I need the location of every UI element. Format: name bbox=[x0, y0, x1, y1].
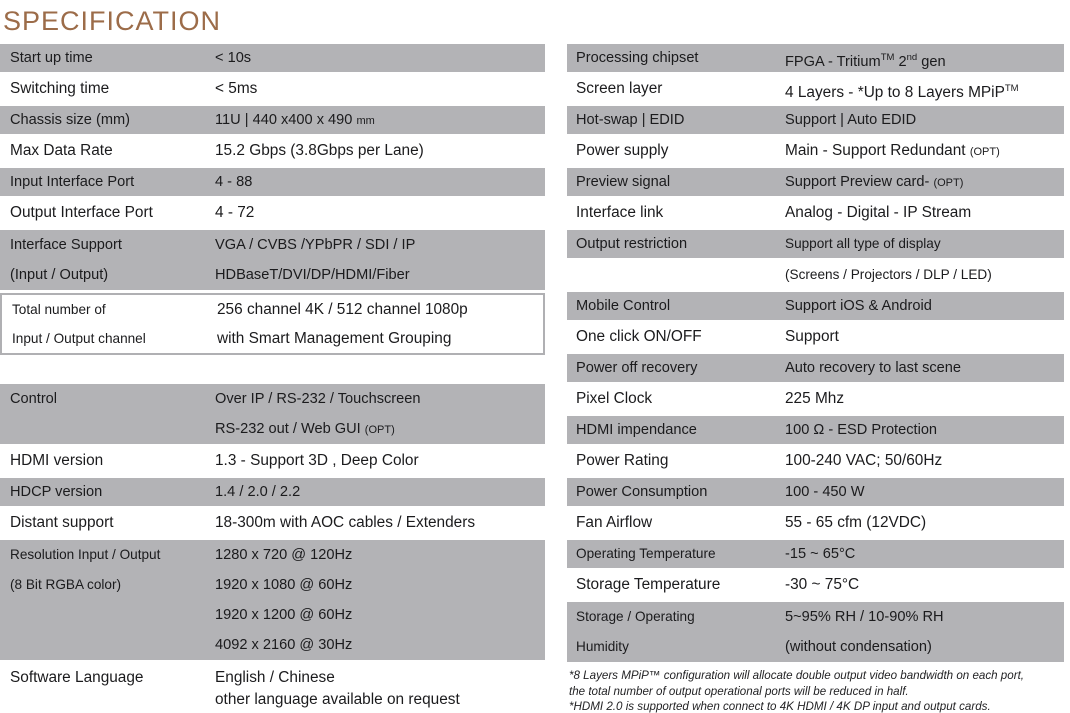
spec-value-text: (OPT) bbox=[364, 424, 395, 436]
spec-label-text: HDMI version bbox=[10, 452, 104, 469]
spec-value-text: 2 bbox=[894, 53, 907, 70]
spec-value-screen-layer bbox=[785, 75, 1064, 103]
spec-row-screen-layer bbox=[567, 75, 1064, 103]
spec-value-fan-airflow bbox=[785, 509, 1064, 537]
spec-label-text: Software Language bbox=[10, 669, 144, 686]
spec-value-text: -30 ~ 75°C bbox=[785, 576, 860, 593]
spec-value-output-interface-port bbox=[215, 199, 545, 227]
spec-value-power-off-recovery bbox=[785, 354, 1064, 382]
spec-column-right bbox=[567, 44, 1064, 713]
spec-label-text: Preview signal bbox=[576, 174, 671, 190]
spec-value-text: gen bbox=[917, 53, 946, 70]
spec-row-pixel-clock bbox=[567, 385, 1064, 413]
spec-value-operating-temperature bbox=[785, 540, 1064, 568]
spec-value-power-supply bbox=[785, 137, 1064, 165]
spec-value-text: Main - Support Redundant bbox=[785, 142, 970, 159]
spec-label-switching-time bbox=[10, 75, 215, 103]
footnote-line: the total number of output operational ports will be reduced in half. bbox=[569, 684, 909, 698]
spec-value-text: RS-232 out / Web GUI bbox=[215, 421, 365, 437]
spec-row-software-language bbox=[0, 663, 545, 713]
spec-value-humidity bbox=[785, 602, 1064, 662]
spec-label-text: Resolution Input / Output bbox=[10, 547, 161, 562]
spec-row-resolution bbox=[0, 540, 545, 660]
spec-value-pixel-clock bbox=[785, 385, 1064, 413]
spec-label-text: Interface link bbox=[576, 204, 664, 221]
spec-value-text: (OPT) bbox=[969, 146, 1000, 158]
spec-label-hdmi-version bbox=[10, 447, 215, 475]
spec-value-software-language bbox=[215, 667, 545, 711]
spec-value-distant-support bbox=[215, 509, 545, 537]
spec-value-text: 11U | 440 x400 x 490 bbox=[215, 112, 357, 128]
spec-value-text: < 10s bbox=[215, 50, 252, 66]
spec-label-one-click-onoff bbox=[576, 323, 785, 351]
spec-value-power-consumption bbox=[785, 478, 1064, 506]
spec-label-text: Hot-swap | EDID bbox=[576, 112, 685, 128]
spec-label-resolution bbox=[10, 540, 215, 660]
footnote-line: *8 Layers MPiP™ configuration will allocate double output video bandwidth on each port, bbox=[569, 669, 1025, 682]
spec-label-text: Mobile Control bbox=[576, 298, 671, 314]
spec-label-text: Max Data Rate bbox=[10, 142, 113, 159]
spec-label-hdcp-version bbox=[10, 478, 215, 506]
spec-value-preview-signal bbox=[785, 168, 1064, 196]
spec-row-power-rating bbox=[567, 447, 1064, 475]
spec-value-power-rating bbox=[785, 447, 1064, 475]
spec-label-screen-layer bbox=[576, 75, 785, 103]
spec-label-text: Power Rating bbox=[576, 452, 669, 469]
spec-value-one-click-onoff bbox=[785, 323, 1064, 351]
spec-label-text: Fan Airflow bbox=[576, 514, 653, 531]
spec-value-hdcp-version bbox=[215, 478, 545, 506]
spec-value-text: < 5ms bbox=[215, 80, 258, 97]
spec-value-text: 100-240 VAC; 50/60Hz bbox=[785, 452, 943, 469]
spec-value-processing-chipset bbox=[785, 44, 1064, 72]
spec-label-text: Input Interface Port bbox=[10, 174, 135, 190]
spec-label-pixel-clock bbox=[576, 385, 785, 413]
spec-value-interface-link bbox=[785, 199, 1064, 227]
spec-label-output-restriction-cont bbox=[576, 261, 785, 289]
footnote-line: *HDMI 2.0 is supported when connect to 4K HDMI / 4K DP input and output cards. bbox=[569, 700, 991, 713]
spec-row-interface-link bbox=[567, 199, 1064, 227]
spec-row-output-restriction-cont bbox=[567, 261, 1064, 289]
spec-value-text: 1.3 - Support 3D , Deep Color bbox=[215, 452, 419, 469]
spec-row-storage-temperature bbox=[567, 571, 1064, 599]
spec-value-chassis-size bbox=[215, 106, 545, 134]
spec-label-distant-support bbox=[10, 509, 215, 537]
spec-label-text: Power off recovery bbox=[576, 360, 698, 376]
spec-label-control bbox=[10, 384, 215, 444]
spec-label-processing-chipset bbox=[576, 44, 785, 72]
spec-label-text: Storage Temperature bbox=[576, 576, 721, 593]
spec-label-software-language bbox=[10, 667, 215, 711]
spec-value-hdmi-version bbox=[215, 447, 545, 475]
spec-label-fan-airflow bbox=[576, 509, 785, 537]
spec-label-power-supply bbox=[576, 137, 785, 165]
spec-row-output-restriction bbox=[567, 230, 1064, 258]
spec-label-text: Power Consumption bbox=[576, 484, 708, 500]
spec-value-text: (Screens / Projectors / DLP / LED) bbox=[785, 267, 992, 282]
spec-value-text: 100 - 450 W bbox=[785, 484, 865, 500]
spec-row-preview-signal bbox=[567, 168, 1064, 196]
spec-value-text: 4092 x 2160 @ 30Hz bbox=[215, 637, 353, 653]
spec-value-text: English / Chinese bbox=[215, 669, 335, 686]
spec-label-text: Total number of bbox=[12, 302, 106, 317]
spec-value-start-up-time bbox=[215, 44, 545, 72]
spec-value-text: nd bbox=[906, 52, 918, 63]
spec-value-text: with Smart Management Grouping bbox=[217, 330, 452, 347]
spec-value-text: mm bbox=[356, 115, 375, 127]
spec-row-hdcp-version bbox=[0, 478, 545, 506]
spec-value-resolution bbox=[215, 540, 545, 660]
spec-label-text: One click ON/OFF bbox=[576, 328, 702, 345]
spec-value-text: 256 channel 4K / 512 channel 1080p bbox=[217, 301, 468, 318]
spec-label-text: Power supply bbox=[576, 142, 669, 159]
spec-label-text: Output restriction bbox=[576, 236, 688, 252]
spec-value-control bbox=[215, 384, 545, 444]
spec-row-power-supply bbox=[567, 137, 1064, 165]
spec-row-hdmi-impendance bbox=[567, 416, 1064, 444]
spec-value-text: 1280 x 720 @ 120Hz bbox=[215, 547, 353, 563]
spec-value-text: (without condensation) bbox=[785, 639, 932, 655]
spec-label-text: Humidity bbox=[576, 639, 629, 654]
spec-label-interface-support bbox=[10, 230, 215, 290]
page-title: SPECIFICATION bbox=[3, 6, 222, 36]
spec-value-input-interface-port bbox=[215, 168, 545, 196]
spec-row-power-consumption bbox=[567, 478, 1064, 506]
spec-value-output-restriction-cont bbox=[785, 261, 1064, 289]
spec-value-text: other language available on request bbox=[215, 691, 460, 708]
spec-columns bbox=[0, 44, 1070, 713]
spec-column-left bbox=[0, 44, 545, 713]
spec-value-text: 18-300m with AOC cables / Extenders bbox=[215, 514, 476, 531]
spec-row-chassis-size bbox=[0, 106, 545, 134]
spec-label-output-restriction bbox=[576, 230, 785, 258]
spec-row-input-interface-port bbox=[0, 168, 545, 196]
spec-label-power-consumption bbox=[576, 478, 785, 506]
spec-label-input-interface-port bbox=[10, 168, 215, 196]
spec-row-fan-airflow bbox=[567, 509, 1064, 537]
spec-value-text: 55 - 65 cfm (12VDC) bbox=[785, 514, 927, 531]
spec-label-text: Processing chipset bbox=[576, 50, 699, 66]
spec-label-text: Operating Temperature bbox=[576, 546, 716, 561]
spec-label-humidity bbox=[576, 602, 785, 662]
spec-label-text: Storage / Operating bbox=[576, 609, 695, 624]
spec-row-output-interface-port bbox=[0, 199, 545, 227]
spec-label-storage-temperature bbox=[576, 571, 785, 599]
spec-label-text: Input / Output channel bbox=[12, 331, 146, 346]
spec-value-text: 225 Mhz bbox=[785, 390, 845, 407]
spec-value-text: (OPT) bbox=[933, 177, 964, 189]
spec-value-text: Auto recovery to last scene bbox=[785, 360, 962, 376]
spec-value-text: Support all type of display bbox=[785, 236, 941, 251]
spec-label-text: HDCP version bbox=[10, 484, 103, 500]
spec-value-text: TM bbox=[1004, 83, 1019, 94]
spec-row-max-data-rate bbox=[0, 137, 545, 165]
spec-value-text: 1920 x 1200 @ 60Hz bbox=[215, 607, 353, 623]
spec-label-chassis-size bbox=[10, 106, 215, 134]
spec-label-mobile-control bbox=[576, 292, 785, 320]
spec-value-text: TM bbox=[880, 52, 895, 63]
spec-label-text: (Input / Output) bbox=[10, 267, 109, 283]
spec-value-output-restriction bbox=[785, 230, 1064, 258]
spec-value-text: FPGA - Tritium bbox=[785, 53, 881, 70]
spec-label-interface-link bbox=[576, 199, 785, 227]
spec-label-preview-signal bbox=[576, 168, 785, 196]
spec-value-text: Analog - Digital - IP Stream bbox=[785, 204, 972, 221]
spec-value-hot-swap-edid bbox=[785, 106, 1064, 134]
spec-value-text: Support bbox=[785, 328, 839, 345]
spec-row-control bbox=[0, 384, 545, 444]
spec-label-text: Start up time bbox=[10, 50, 93, 66]
spec-value-total-channels bbox=[217, 295, 543, 353]
spec-label-hdmi-impendance bbox=[576, 416, 785, 444]
spec-value-text: 1.4 / 2.0 / 2.2 bbox=[215, 484, 301, 500]
spec-label-text: Switching time bbox=[10, 80, 110, 97]
spec-value-text: 4 - 72 bbox=[215, 204, 255, 221]
spec-row-operating-temperature bbox=[567, 540, 1064, 568]
spec-value-switching-time bbox=[215, 75, 545, 103]
spec-value-max-data-rate bbox=[215, 137, 545, 165]
footnote bbox=[567, 668, 1064, 713]
spec-label-output-interface-port bbox=[10, 199, 215, 227]
spec-row-processing-chipset bbox=[567, 44, 1064, 72]
spec-value-hdmi-impendance bbox=[785, 416, 1064, 444]
spec-label-text: Interface Support bbox=[10, 237, 122, 253]
spec-value-storage-temperature bbox=[785, 571, 1064, 599]
spec-value-interface-support bbox=[215, 230, 545, 290]
spec-value-text: Support Preview card- bbox=[785, 174, 934, 190]
spec-label-text: (8 Bit RGBA color) bbox=[10, 577, 122, 592]
spec-value-mobile-control bbox=[785, 292, 1064, 320]
spec-row-power-off-recovery bbox=[567, 354, 1064, 382]
spec-row-switching-time bbox=[0, 75, 545, 103]
spec-row-one-click-onoff bbox=[567, 323, 1064, 351]
spec-row-humidity bbox=[567, 602, 1064, 662]
spec-value-text: HDBaseT/DVI/DP/HDMI/Fiber bbox=[215, 267, 410, 283]
spec-label-text: Chassis size (mm) bbox=[10, 112, 130, 128]
spec-value-text: 15.2 Gbps (3.8Gbps per Lane) bbox=[215, 142, 424, 159]
spec-value-text: Over IP / RS-232 / Touchscreen bbox=[215, 391, 421, 407]
spec-label-total-channels bbox=[12, 295, 217, 353]
spec-label-hot-swap-edid bbox=[576, 106, 785, 134]
spec-row-distant-support bbox=[0, 509, 545, 537]
spec-label-text: Output Interface Port bbox=[10, 204, 153, 221]
spec-label-text: Control bbox=[10, 391, 58, 407]
spec-value-text: 5~95% RH / 10-90% RH bbox=[785, 609, 944, 625]
spec-value-text: 100 Ω - ESD Protection bbox=[785, 422, 938, 438]
spec-value-text: Support iOS & Android bbox=[785, 298, 932, 314]
spec-label-text: Pixel Clock bbox=[576, 390, 653, 407]
spec-row-interface-support bbox=[0, 230, 545, 290]
spec-label-power-off-recovery bbox=[576, 354, 785, 382]
spec-value-text: Support | Auto EDID bbox=[785, 112, 917, 128]
spec-label-text: Screen layer bbox=[576, 80, 663, 97]
spec-value-text: -15 ~ 65°C bbox=[785, 546, 856, 562]
spec-row-mobile-control bbox=[567, 292, 1064, 320]
spec-value-text: 4 - 88 bbox=[215, 174, 253, 190]
spec-row-hdmi-version bbox=[0, 447, 545, 475]
spec-label-start-up-time bbox=[10, 44, 215, 72]
spec-value-text: VGA / CVBS /YPbPR / SDI / IP bbox=[215, 237, 416, 253]
spec-value-text: 1920 x 1080 @ 60Hz bbox=[215, 577, 353, 593]
spec-row-start-up-time bbox=[0, 44, 545, 72]
spec-label-max-data-rate bbox=[10, 137, 215, 165]
spec-row-total-channels bbox=[0, 293, 545, 355]
spec-label-text: Distant support bbox=[10, 514, 114, 531]
spec-label-operating-temperature bbox=[576, 540, 785, 568]
spec-value-text: 4 Layers - *Up to 8 Layers MPiP bbox=[785, 84, 1005, 102]
spec-label-power-rating bbox=[576, 447, 785, 475]
spec-row-hot-swap-edid bbox=[567, 106, 1064, 134]
spec-label-text: HDMI impendance bbox=[576, 422, 697, 438]
